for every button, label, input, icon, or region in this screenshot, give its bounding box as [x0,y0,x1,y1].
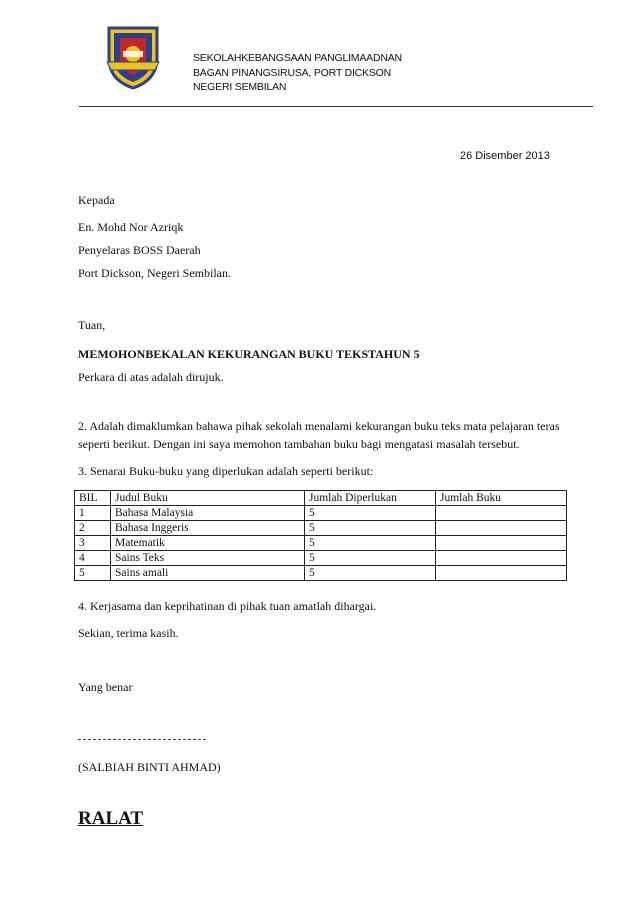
book-table [74,490,567,581]
cell-judul-buku: Bahasa Malaysia [111,506,305,521]
cell-jumlah-buku [436,536,567,551]
cell-jumlah-diperlukan: 5 [305,551,436,566]
cell-judul-buku: Matematik [111,536,305,551]
letter-date: 26 Disember 2013 [460,150,550,162]
cell-jumlah-diperlukan: 5 [305,536,436,551]
school-address-line1: BAGAN PINANGSIRUSA, PORT DICKSON [193,67,392,79]
cell-jumlah-diperlukan: 5 [305,521,436,536]
header-divider [79,106,593,107]
cell-judul-buku: Bahasa Inggeris [111,521,305,536]
cell-judul-buku: Sains amali [111,566,305,581]
table-row [75,566,567,581]
school-name: SEKOLAHKEBANGSAAN PANGLIMAADNAN [193,52,402,64]
table-header-row [75,491,567,506]
cell-jumlah-diperlukan: 5 [305,566,436,581]
cell-jumlah-diperlukan: 5 [305,506,436,521]
signatory-name: (SALBIAH BINTI AHMAD) [78,760,221,774]
cell-bil: 3 [75,536,111,551]
paragraph-3: 3. Senarai Buku-buku yang diperlukan adalah seperti berikut: [78,464,374,478]
school-address-line2: NEGERI SEMBILAN [193,81,287,93]
paragraph-2-line-2: seperti berikut. Dengan ini saya memohon tambahan buku bagi mengatasi masalah tersebut. [78,437,520,451]
recipient-heading: Kepada [78,193,115,207]
table-row [75,551,567,566]
column-header-jumlah-buku: Jumlah Buku [436,491,567,506]
greeting: Tuan, [78,318,106,332]
signoff: Yang benar [78,680,133,694]
cell-jumlah-buku [436,521,567,536]
ralat-heading: RALAT [78,808,144,829]
cell-jumlah-buku [436,551,567,566]
paragraph-4: 4. Kerjasama dan keprihatinan di pihak tuan amatlah dihargai. [78,599,377,613]
closing-line: Sekian, terima kasih. [78,626,179,640]
column-header-judul-buku: Judul Buku [111,491,305,506]
cell-bil: 2 [75,521,111,536]
cell-jumlah-buku [436,566,567,581]
letter-subject: MEMOHONBEKALAN KEKURANGAN BUKU TEKSTAHUN 5 [78,347,420,361]
cell-judul-buku: Sains Teks [111,551,305,566]
table-row [75,536,567,551]
reference-line: Perkara di atas adalah dirujuk. [78,370,224,384]
column-header-jumlah-diperlukan: Jumlah Diperlukan [305,491,436,506]
paragraph-2-line-1: 2. Adalah dimaklumkan bahawa pihak sekolah menalami kekurangan buku teks mata pelajaran teras [78,419,560,433]
cell-bil: 5 [75,566,111,581]
table-row [75,506,567,521]
recipient-position: Penyelaras BOSS Daerah [78,243,201,257]
cell-bil: 1 [75,506,111,521]
column-header-bil: BIL [75,491,111,506]
cell-bil: 4 [75,551,111,566]
table-row [75,521,567,536]
signature-line [78,739,206,740]
cell-jumlah-buku [436,506,567,521]
school-crest-logo [103,24,163,90]
recipient-location: Port Dickson, Negeri Sembilan. [78,266,231,280]
recipient-name: En. Mohd Nor Azriqk [78,220,184,234]
